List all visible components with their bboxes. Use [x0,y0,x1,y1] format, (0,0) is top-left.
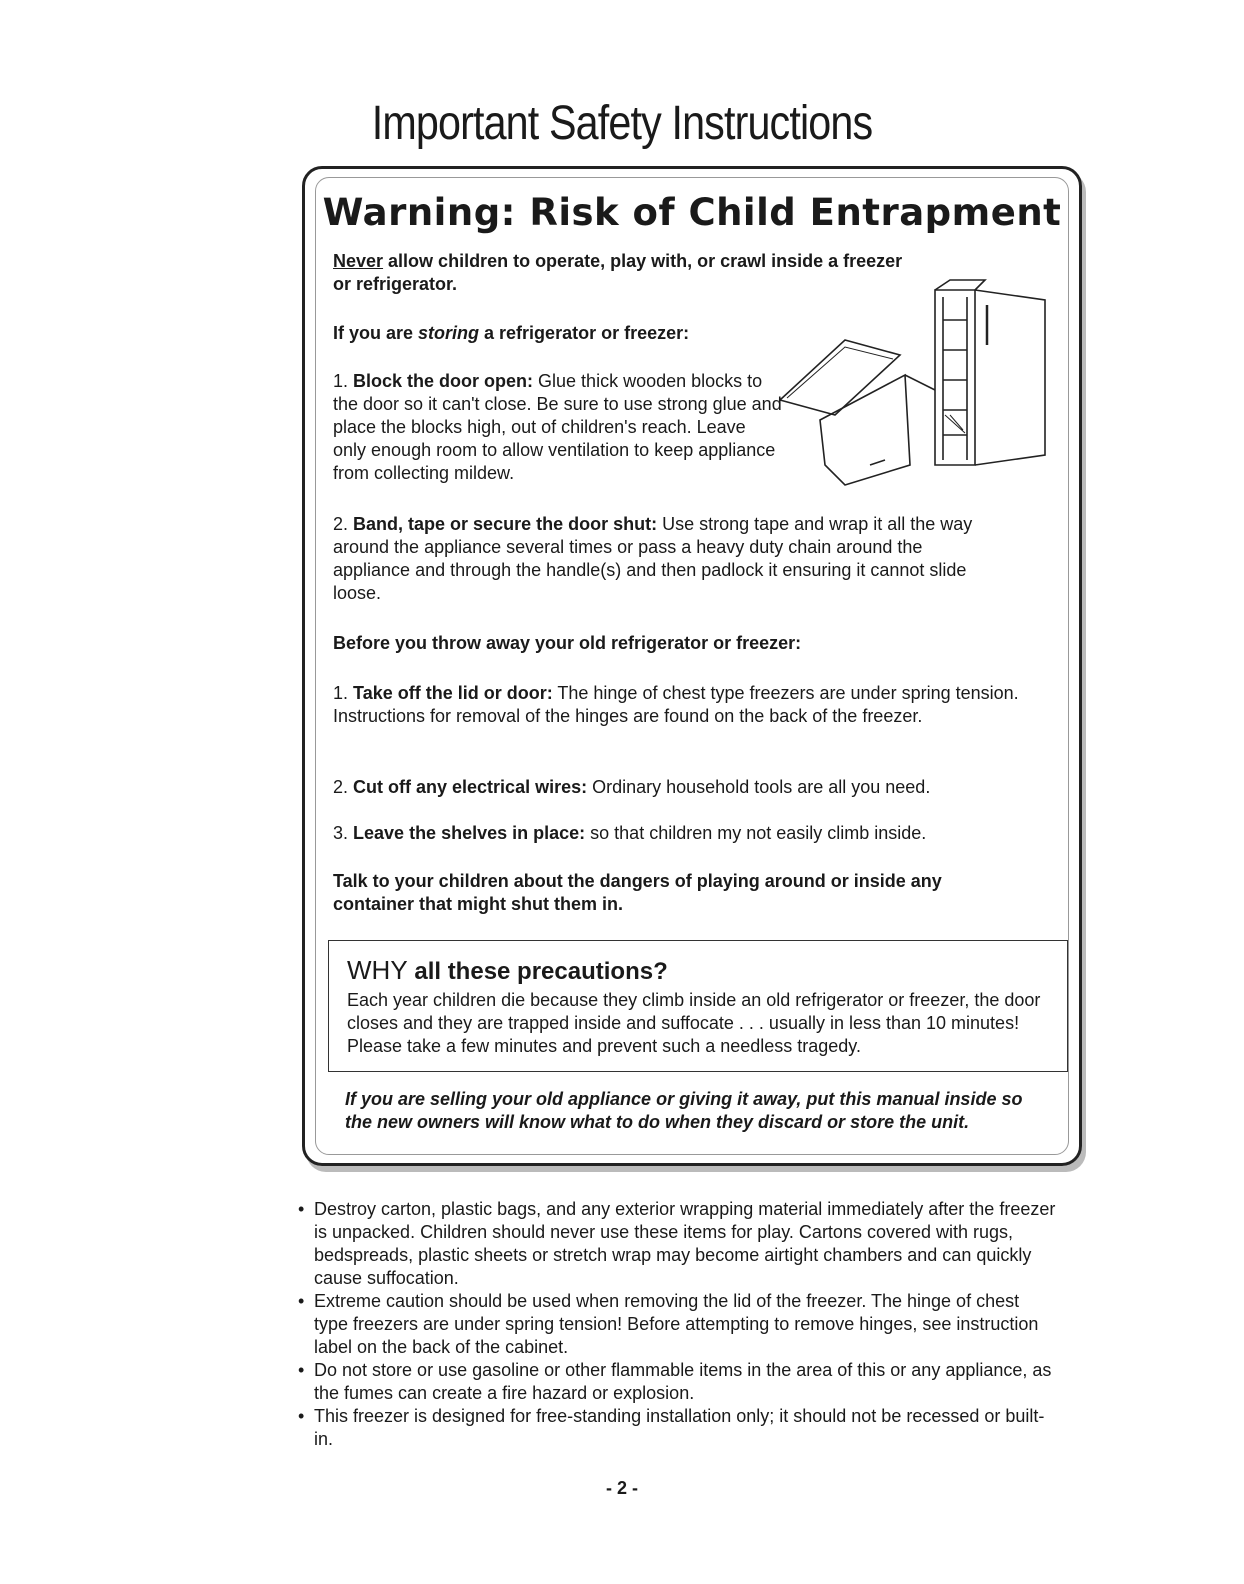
intro-paragraph [333,250,903,296]
step-number: 2. [333,777,349,797]
list-item: • This freezer is designed for free-standing installation only; it should not be recessed or built-in. [296,1405,1056,1451]
storing-step-2 [333,513,983,605]
intro-rest: allow children to operate, play with, or crawl inside a freezer or refrigerator. [333,251,903,294]
list-item: • Extreme caution should be used when removing the lid of the freezer. The hinge of chest type freezers are under spring tension! Before attempting to remove hinges, see instruction label on the back of the cabinet. [296,1290,1056,1359]
page-title: Important Safety Instructions [371,97,873,150]
storing-heading [333,322,893,345]
why-title-rest: all these precautions? [407,958,668,985]
step-label: Cut off any electrical wires: [353,777,588,797]
storing-heading-word: storing [418,323,480,343]
talk-to-children: Talk to your children about the dangers of playing around or inside any container that might shut them in. [333,871,942,914]
why-text: Each year children die because they climb inside an old refrigerator or freezer, the door closes and they are trapped inside and suffocate . . . usually in less than 10 minutes! Please take a few minutes and prevent such a needless tragedy. [347,990,1041,1056]
list-item: • Do not store or use gasoline or other flammable items in the area of this or any appliance, as the fumes can create a fire hazard or explosion. [296,1359,1056,1405]
step-label: Take off the lid or door: [353,683,553,703]
step-label: Band, tape or secure the door shut: [353,514,658,534]
discard-heading: Before you throw away your old refrigerator or freezer: [333,633,802,653]
page-number: - 2 - [605,1478,638,1498]
step-number: 3. [333,823,349,843]
warning-heading: Warning: Risk of Child Entrapment [322,191,1062,234]
step-text: Ordinary household tools are all you need. [587,777,931,797]
intro-never: Never [333,251,384,271]
safety-bullet-list [296,1198,1056,1451]
step-text: Use strong tape and wrap it all the way around the appliance several times or pass a heavy duty chain around the appliance and through the handle(s) and then padlock it ensuring it cannot slide loose. [333,514,973,603]
storing-heading-pre: If you are [333,323,419,343]
why-word: WHY [347,955,408,985]
discard-step-3 [333,822,1033,845]
list-item: • Destroy carton, plastic bags, and any exterior wrapping material immediately after the freezer is unpacked. Children should never use these items for play. Cartons covered with rugs, bedspreads, plastic sheets or stretch wrap may become airtight chambers and can quickly cause suffocation. [296,1198,1056,1290]
selling-note: If you are selling your old appliance or giving it away, put this manual inside so the new owners will know what to do when they discard or store the unit. [345,1089,1023,1132]
discard-step-1 [333,682,1023,728]
step-text: Glue thick wooden blocks to the door so it can't close. Be sure to use strong glue and place the blocks high, out of children's reach. Leave only enough room to allow ventilation to keep appliance from collecting mildew. [333,371,782,483]
why-title [347,955,668,986]
freezer-illustration-icon [775,275,1065,500]
storing-heading-post: a refrigerator or freezer: [479,323,690,343]
step-label: Leave the shelves in place: [353,823,586,843]
step-text: so that children my not easily climb inside. [585,823,927,843]
step-number: 2. [333,514,349,534]
step-number: 1. [333,371,349,391]
why-box [328,940,1068,1072]
storing-step-1 [333,370,783,485]
step-number: 1. [333,683,349,703]
step-label: Block the door open: [353,371,534,391]
discard-step-2 [333,776,1033,799]
step-text: The hinge of chest type freezers are under spring tension. Instructions for removal of the hinges are found on the back of the freezer. [333,683,1019,726]
